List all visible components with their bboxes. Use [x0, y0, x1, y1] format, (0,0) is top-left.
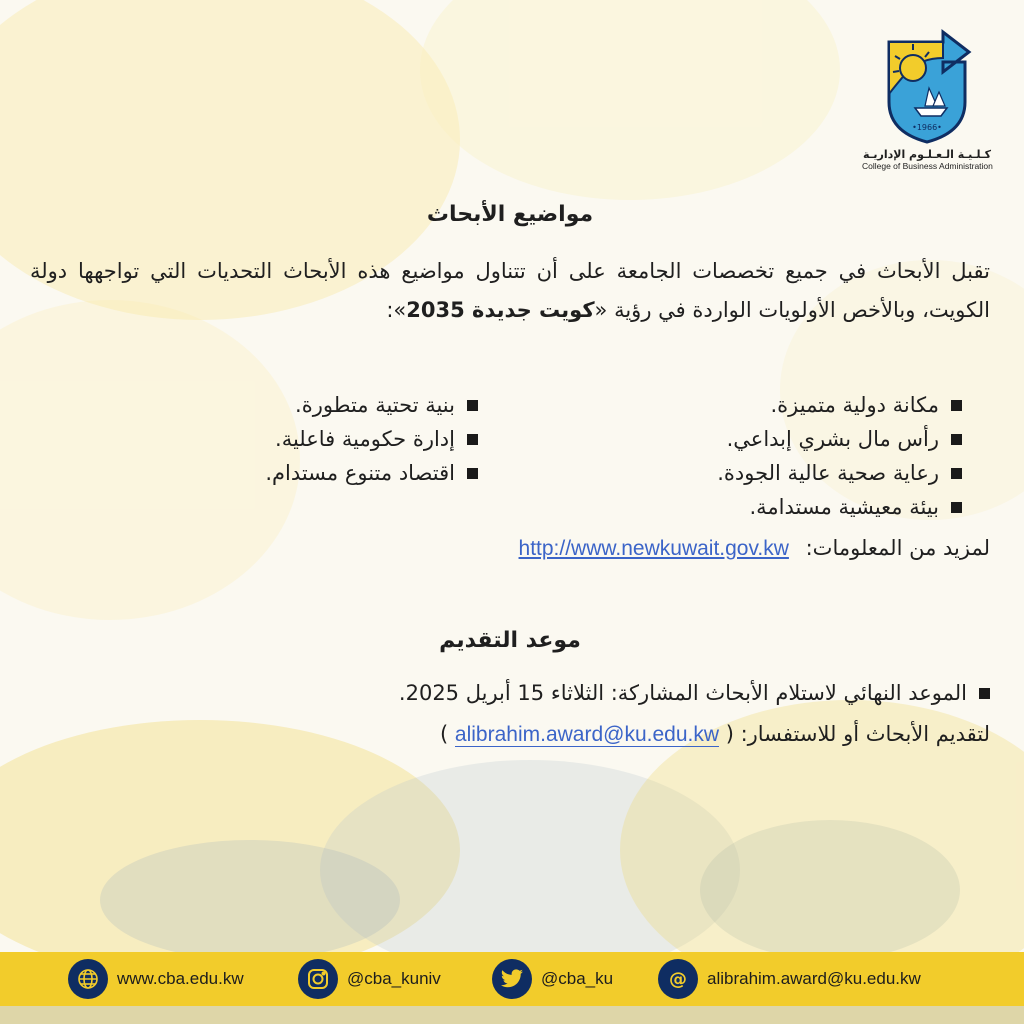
square-bullet-icon — [467, 434, 478, 445]
square-bullet-icon — [979, 688, 990, 699]
footer-website-text: www.cba.edu.kw — [117, 969, 244, 988]
list-item: بيئة معيشية مستدامة. — [717, 490, 962, 524]
logo-college-name-ar: كـلـيـة الـعـلـوم الإداريـة — [862, 148, 992, 161]
submit-label: لتقديم الأبحاث أو للاستفسار: ( — [725, 722, 990, 746]
square-bullet-icon — [951, 400, 962, 411]
footer-twitter[interactable] — [492, 959, 613, 999]
bottom-decorative-strip — [0, 1006, 1024, 1024]
footer-instagram-text: @cba_kuniv — [347, 969, 441, 988]
square-bullet-icon — [951, 434, 962, 445]
at-sign-icon — [658, 959, 698, 999]
vision-name: كويت جديدة 2035 — [406, 298, 595, 322]
topics-heading: مواضيع الأبحاث — [426, 202, 594, 227]
submit-close: ) — [440, 722, 449, 746]
submission-contact — [440, 722, 990, 747]
priorities-list-left — [265, 388, 478, 490]
footer-twitter-text: @cba_ku — [541, 969, 614, 988]
footer-email-text: alibrahim.award@ku.edu.kw — [707, 969, 921, 988]
footer-website[interactable] — [68, 959, 244, 999]
list-item: مكانة دولية متميزة. — [717, 388, 962, 422]
more-info — [519, 536, 990, 561]
intro-text: تقبل الأبحاث في جميع تخصصات الجامعة على أن تتناول مواضيع هذه الأبحاث التحديات التي تواجهها دولة الكويت، وبالأخص الأولويات الواردة في رؤية « — [30, 259, 990, 322]
deadline-text: الموعد النهائي لاستلام الأبحاث المشاركة: الثلاثاء 15 أبريل 2025. — [398, 681, 967, 705]
svg-text:@: @ — [669, 969, 687, 990]
logo-college-name-en: College of Business Administration — [862, 161, 993, 171]
more-info-label: لمزيد من المعلومات: — [805, 536, 990, 560]
list-item: بنية تحتية متطورة. — [265, 388, 478, 422]
list-item: رأس مال بشري إبداعي. — [717, 422, 962, 456]
footer-email[interactable] — [658, 959, 921, 999]
shield-emblem-icon — [881, 28, 973, 146]
contact-footer — [0, 952, 1024, 1006]
deadline-item — [399, 681, 990, 705]
priorities-list-right — [717, 388, 962, 524]
square-bullet-icon — [467, 400, 478, 411]
footer-instagram[interactable] — [298, 959, 441, 999]
instagram-icon — [298, 959, 338, 999]
list-item: رعاية صحية عالية الجودة. — [717, 456, 962, 490]
list-item: إدارة حكومية فاعلية. — [265, 422, 478, 456]
vision-website-link[interactable]: http://www.newkuwait.gov.kw — [518, 537, 789, 560]
list-item: اقتصاد متنوع مستدام. — [265, 456, 478, 490]
twitter-bird-icon — [492, 959, 532, 999]
square-bullet-icon — [467, 468, 478, 479]
submission-email-link[interactable]: alibrahim.award@ku.edu.kw — [454, 723, 720, 746]
deadline-heading: موعد التقديم — [439, 628, 581, 653]
topics-intro — [30, 252, 990, 330]
square-bullet-icon — [951, 468, 962, 479]
square-bullet-icon — [951, 502, 962, 513]
logo-year: •1966• — [912, 123, 942, 132]
globe-icon — [68, 959, 108, 999]
intro-end: »: — [386, 298, 407, 322]
college-logo — [862, 28, 992, 171]
